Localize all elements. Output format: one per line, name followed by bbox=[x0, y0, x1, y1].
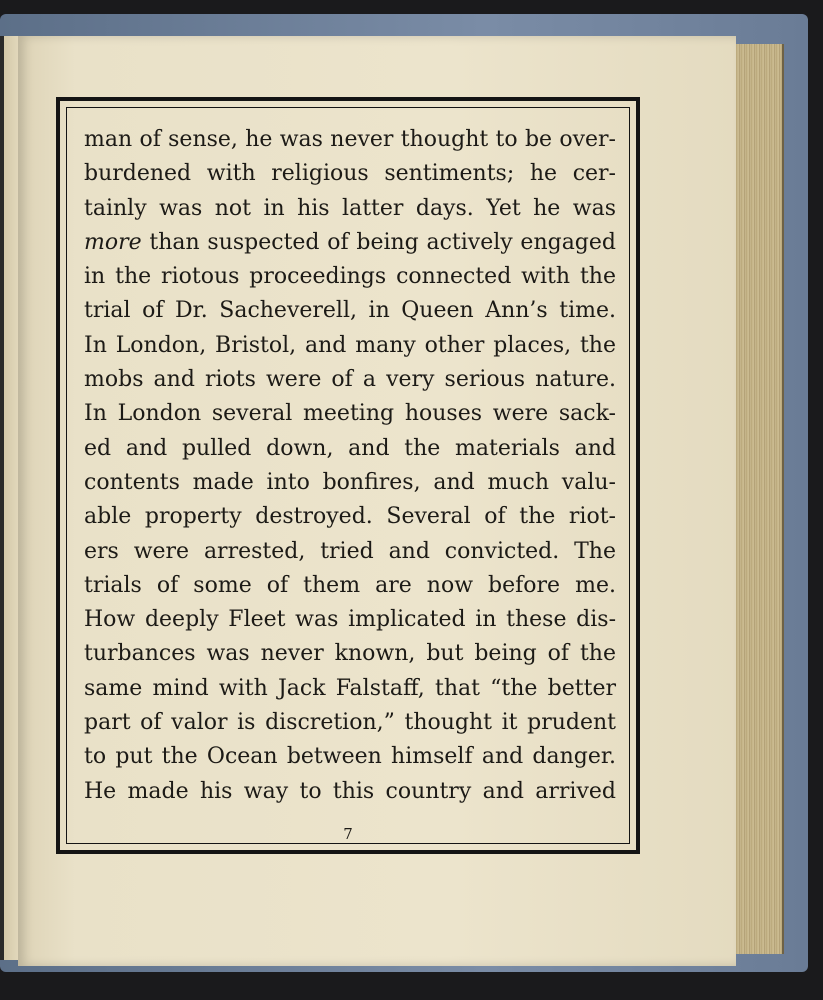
page-fore-edge bbox=[730, 44, 784, 954]
italic-emphasis: more bbox=[84, 229, 142, 255]
text-line: same mind with Jack Falstaff, that “the better bbox=[84, 675, 616, 701]
text-line: ers were arrested, tried and convicted. The bbox=[84, 538, 616, 564]
text-line-italic-more: more than suspected of being actively engaged bbox=[84, 229, 616, 255]
text-line: He made his way to this country and arrived bbox=[84, 778, 616, 804]
page-border-frame bbox=[56, 97, 640, 854]
text-line: man of sense, he was never thought to be over- bbox=[84, 127, 616, 152]
text-line: in the riotous proceedings connected with the bbox=[84, 264, 616, 290]
text-line: able property destroyed. Several of the riot- bbox=[84, 504, 616, 530]
text-line: part of valor is discretion,” thought it prudent bbox=[84, 710, 616, 736]
text-line: to put the Ocean between himself and danger. bbox=[84, 744, 616, 770]
text-line: mobs and riots were of a very serious nature. bbox=[84, 367, 616, 393]
page-number: 7 bbox=[343, 825, 353, 843]
text-line: trial of Dr. Sacheverell, in Queen Ann’s time. bbox=[84, 298, 616, 324]
text-line: burdened with religious sentiments; he cer- bbox=[84, 161, 616, 187]
text-line: contents made into bonfires, and much valu- bbox=[84, 469, 616, 495]
text-line: turbances was never known, but being of the bbox=[84, 641, 616, 667]
text-line: ed and pulled down, and the materials and bbox=[84, 435, 616, 461]
text-line: trials of some of them are now before me. bbox=[84, 572, 616, 598]
text-line: How deeply Fleet was implicated in these dis- bbox=[84, 607, 616, 633]
binding-shadow bbox=[0, 36, 4, 960]
page-text bbox=[84, 123, 616, 809]
text-line: In London, Bristol, and many other places, the bbox=[84, 332, 616, 358]
text-line: tainly was not in his latter days. Yet he was bbox=[84, 195, 616, 221]
text-line: In London several meeting houses were sack- bbox=[84, 401, 616, 427]
